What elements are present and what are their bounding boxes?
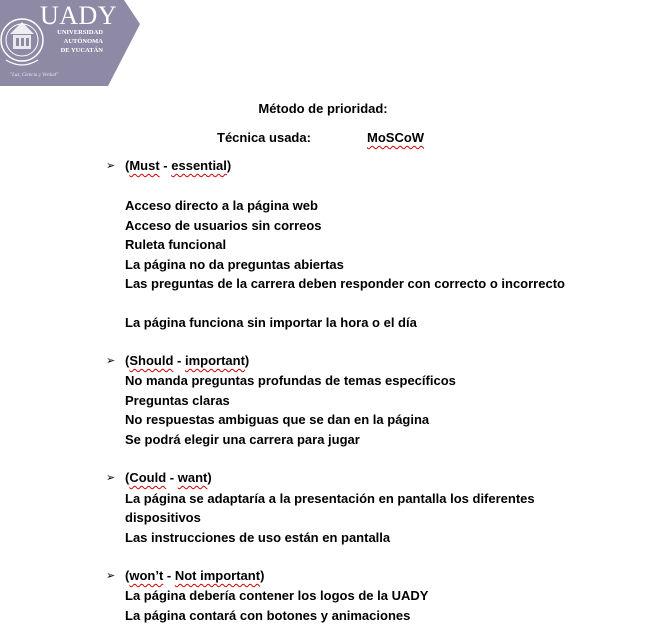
section-heading-wont: (won’t - Not important) [125,568,265,583]
list-item: La página no da preguntas abiertas [125,256,344,272]
list-item: Ruleta funcional [125,237,227,252]
section-heading-could: (Could - want) [125,470,212,485]
heading-word: won’t [129,568,164,583]
technique-value: MoSCoW [367,130,425,145]
list-item: No respuestas ambiguas que se dan en la página [125,412,430,427]
list-item: Acceso de usuarios sin correos [125,217,322,233]
bullet-icon: ➢ [106,160,116,172]
document-title: Método de prioridad: [258,101,388,116]
heading-priority: important [184,353,245,368]
technique-label: Técnica usada: [217,130,311,145]
list-item: La página se adaptaría a la presentación en pantalla los diferentes dispositivos [125,490,535,525]
list-item: Se podrá elegir una carrera para jugar [125,431,360,447]
list-item: No manda preguntas profundas de temas específicos [125,373,456,388]
logo-line-1: UNIVERSIDAD [57,29,103,36]
section-heading-should: (Should - important) [125,353,250,368]
section-heading-must: (Must - essential) [125,158,232,173]
list-item: Preguntas claras [125,392,230,408]
logo-motto: "Luz, Ciencia y Verdad" [10,73,59,78]
list-item: La página contará con botones y animaciones [125,607,411,623]
bullet-icon: ➢ [106,355,116,367]
logo-line-2: AUTÓNOMA [63,38,103,45]
heading-priority: essential [171,158,227,173]
logo-uady-text: UADY [40,1,118,30]
list-item: Las preguntas de la carrera deben responder con correcto o incorrecto [125,276,565,291]
bullet-icon: ➢ [106,570,116,582]
list-item: Las instrucciones de uso están en pantalla [125,530,391,545]
heading-priority: want [177,470,208,485]
heading-word: Could [129,470,167,485]
header-banner [0,0,140,86]
heading-priority: Not important [174,568,261,583]
heading-word: Must [129,158,160,173]
bullet-icon: ➢ [106,472,116,484]
list-item: Acceso directo a la página web [125,198,318,213]
list-item: La página debería contener los logos de la UADY [125,588,429,603]
logo-line-3: DE YUCATÁN [60,47,103,54]
list-item: La página funciona sin importar la hora o el día [125,315,417,330]
heading-word: Should [129,353,174,368]
